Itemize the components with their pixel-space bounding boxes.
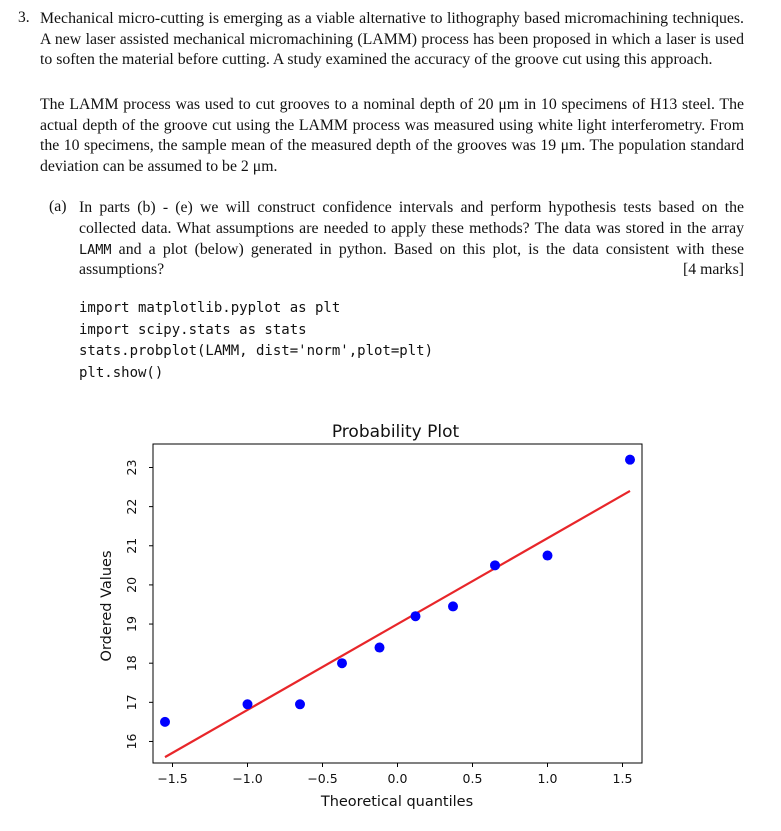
x-tick-label: −0.5: [307, 771, 338, 786]
x-tick-label: −1.5: [157, 771, 188, 786]
y-tick-label: 16: [124, 733, 139, 750]
y-tick-label: 17: [124, 694, 139, 711]
data-point: [243, 699, 253, 709]
y-tick-label: 22: [124, 498, 139, 515]
x-tick-label: 1.5: [612, 771, 633, 786]
plot-frame: [153, 444, 642, 763]
x-tick-label: −1.0: [232, 771, 263, 786]
y-tick-label: 20: [124, 576, 139, 593]
chart-title: Probability Plot: [331, 422, 460, 442]
y-tick-label: 23: [124, 459, 139, 476]
part-a-text-before: In parts (b) - (e) we will construct confidence intervals and perform hypothesis tests based on the collected data. What assumptions are needed to apply these methods? The data was stored in the array: [79, 199, 744, 237]
x-tick-label: 1.0: [537, 771, 558, 786]
data-point: [295, 699, 305, 709]
data-point: [625, 455, 635, 465]
code-line: plt.show(): [79, 364, 164, 381]
data-point: [337, 658, 347, 668]
data-point: [411, 611, 421, 621]
question-setup: The LAMM process was used to cut grooves to a nominal depth of 20 μm in 10 specimens of H13 steel. The actual depth of the groove cut using the LAMM process was measured using white light interferometry. From the 10 specimens, the sample mean of the measured depth of the grooves was 19 μm. The population standard deviation can be assumed to be 2 μm.: [40, 96, 744, 175]
x-tick-label: 0.5: [462, 771, 483, 786]
y-tick-label: 21: [124, 537, 139, 554]
data-point: [448, 601, 458, 611]
y-tick-label: 19: [124, 616, 139, 633]
code-line: stats.probplot(LAMM, dist='norm',plot=plt): [79, 343, 434, 359]
array-name: LAMM: [79, 241, 112, 258]
x-tick-label: 0.0: [387, 771, 408, 786]
code-line: import scipy.stats as stats: [79, 321, 307, 338]
code-line: import matplotlib.pyplot as plt: [79, 300, 341, 316]
part-a-marks: [4 marks]: [683, 261, 744, 278]
question-number: 3.: [18, 9, 30, 26]
data-point: [490, 560, 500, 570]
x-axis-label: Theoretical quantiles: [320, 794, 474, 810]
data-point: [543, 551, 553, 561]
part-a-label: (a): [49, 198, 67, 215]
data-point: [375, 643, 385, 653]
data-point: [160, 717, 170, 727]
y-tick-label: 18: [124, 655, 139, 672]
part-a-text-after: and a plot (below) generated in python. Based on this plot, is the data consistent with these assumptions?: [79, 240, 744, 279]
question-intro: Mechanical micro-cutting is emerging as a viable alternative to lithography based micromachining techniques. A new laser assisted mechanical micromachining (LAMM) process has been proposed in which a laser is used to soften the material before cutting. A study examined the accuracy of the groove cut using this approach.: [40, 10, 744, 69]
fit-line: [165, 491, 630, 757]
y-axis-label: Ordered Values: [99, 550, 115, 662]
